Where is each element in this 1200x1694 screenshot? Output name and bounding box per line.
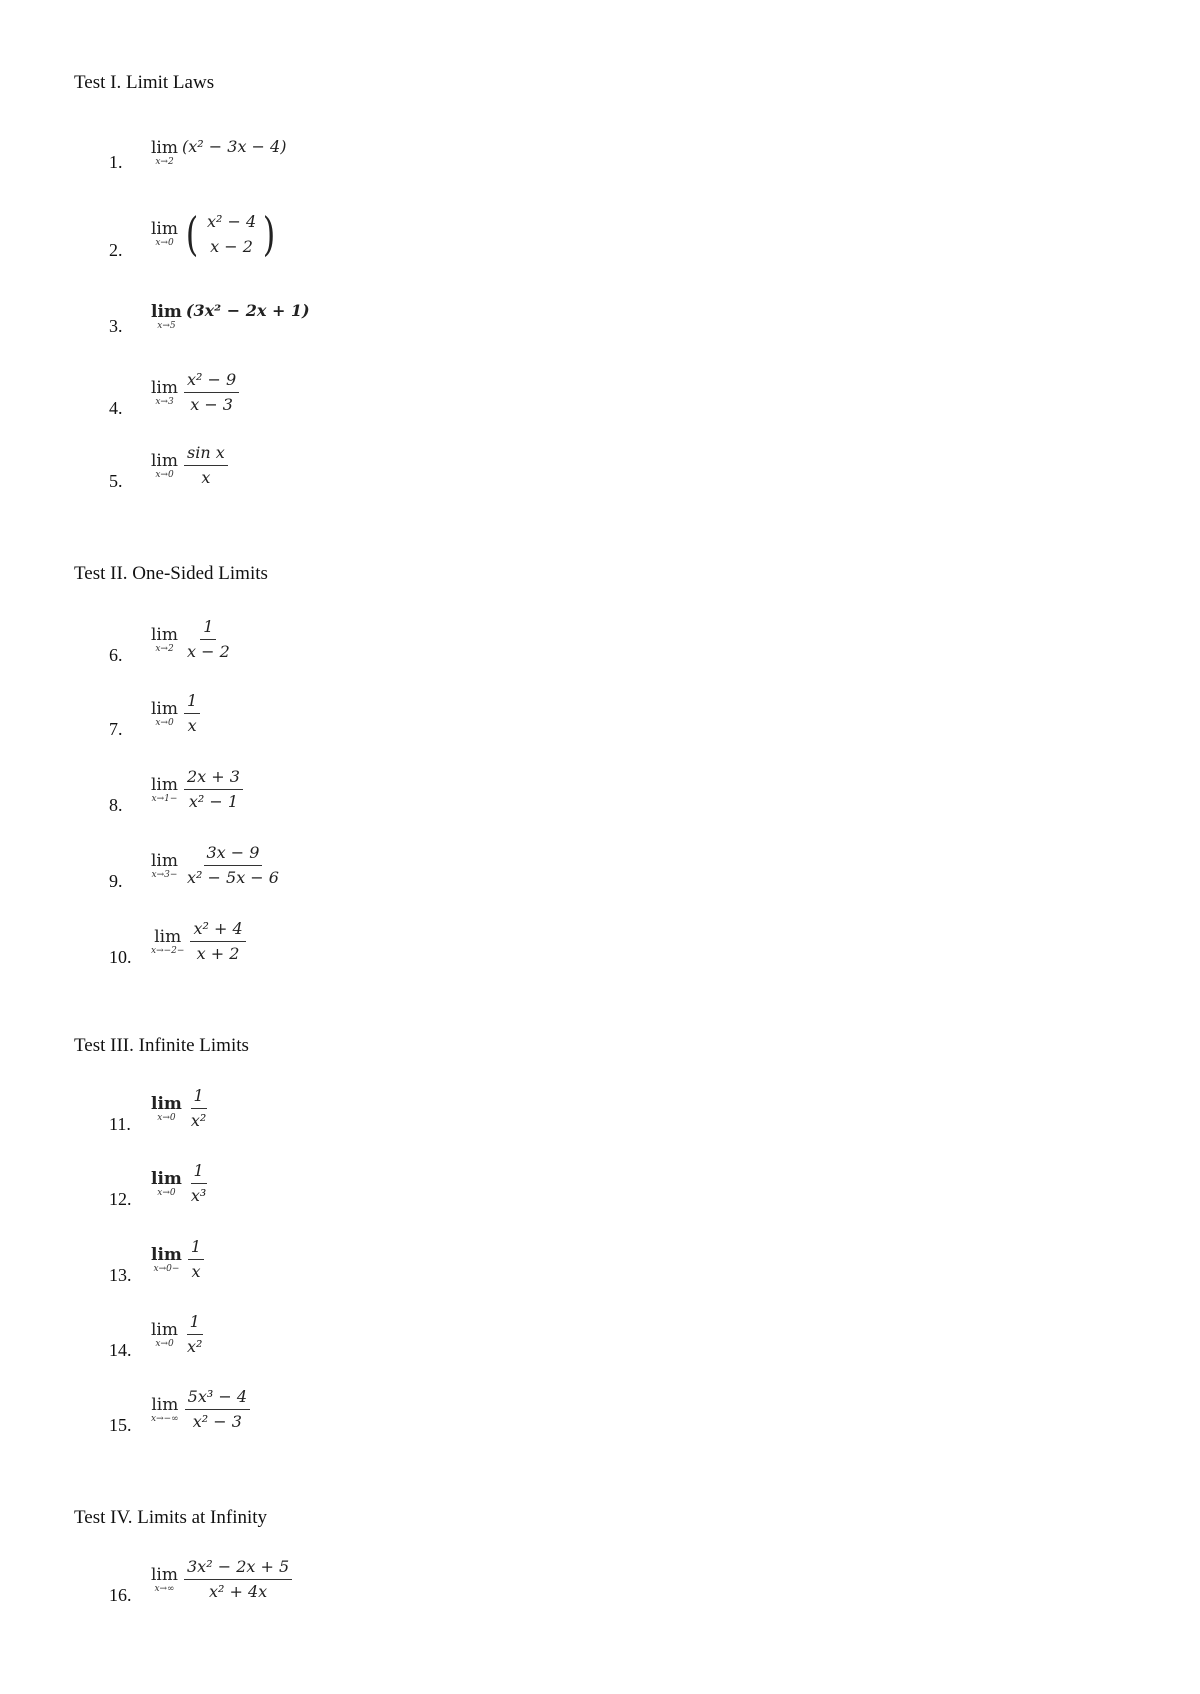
denominator: x (187, 716, 197, 735)
limit-operator (151, 928, 184, 956)
limit-approach: x→0 (155, 469, 174, 480)
limit-expression (151, 843, 282, 888)
problem-item (109, 199, 509, 259)
limit-approach: x→−∞ (151, 1413, 179, 1424)
denominator: x − 2 (187, 642, 230, 661)
fraction (190, 919, 245, 964)
expression-body: (x² − 3x − 4) (182, 137, 287, 156)
problem-number: 12. (109, 1189, 132, 1209)
denominator: x² − 1 (188, 792, 239, 811)
limit-expression (151, 301, 310, 333)
denominator: x² + 4x (208, 1582, 268, 1601)
numerator: 2x + 3 (184, 767, 243, 790)
fraction (184, 767, 243, 812)
numerator: x² − 4 (206, 211, 257, 231)
limit-operator (151, 1246, 182, 1274)
limit-approach: x→0 (157, 1187, 176, 1198)
section-title: Test II. One-Sided Limits (74, 563, 268, 584)
limit-approach: x→−2− (151, 945, 185, 956)
limit-approach: x→2 (155, 157, 174, 167)
denominator: x − 3 (190, 395, 233, 414)
limit-expression (151, 1557, 292, 1602)
numerator: 3x − 9 (204, 843, 263, 866)
problem-item (109, 678, 509, 738)
fraction (188, 1161, 209, 1206)
problem-number: 13. (109, 1265, 132, 1285)
problem-item (109, 1073, 509, 1133)
right-paren: ) (262, 207, 276, 261)
limit-expression (151, 919, 246, 964)
problem-number: 1. (109, 152, 123, 172)
lim-label: lim (151, 302, 182, 322)
numerator: 1 (188, 1237, 204, 1260)
section-title: Test IV. Limits at Infinity (74, 1507, 268, 1528)
lim-label: lim (151, 1564, 178, 1585)
limit-approach: x→0− (153, 1263, 180, 1274)
denominator: x² (190, 1111, 207, 1130)
problem-number: 15. (109, 1415, 132, 1435)
left-paren: ( (185, 207, 199, 261)
lim-label: lim (151, 1394, 179, 1415)
lim-label: lim (151, 377, 178, 398)
numerator: 1 (184, 691, 200, 714)
limit-operator (151, 1396, 179, 1424)
limit-operator (151, 139, 178, 167)
limit-approach: x→5 (157, 321, 176, 331)
lim-label: lim (151, 774, 178, 795)
expression-body: (3x² − 2x + 1) (185, 301, 310, 320)
limit-approach: x→0 (155, 238, 174, 248)
lim-label: lim (151, 138, 178, 158)
limit-approach: x→1− (151, 793, 178, 804)
fraction (185, 1387, 250, 1432)
fraction (184, 1312, 205, 1357)
lim-label: lim (151, 850, 178, 871)
numerator: x² + 4 (190, 919, 245, 942)
problem-item (109, 1224, 509, 1284)
fraction (184, 443, 228, 488)
problem-number: 3. (109, 316, 123, 336)
problem-item (109, 275, 509, 335)
section-title: Test III. Infinite Limits (74, 1035, 249, 1056)
limit-operator (151, 626, 178, 654)
problem-item (109, 906, 509, 966)
limit-approach: x→0 (155, 1338, 174, 1349)
problem-number: 2. (109, 240, 123, 260)
problem-number: 8. (109, 795, 123, 815)
denominator: x² − 3 (192, 1412, 242, 1431)
limit-expression (151, 207, 279, 261)
problem-item (109, 604, 509, 664)
limit-operator (151, 452, 178, 480)
numerator: 1 (200, 617, 216, 640)
denominator: x³ (190, 1186, 207, 1205)
limit-approach: x→2 (155, 643, 174, 654)
denominator: x (191, 1262, 201, 1281)
numerator: x² − 9 (184, 370, 239, 393)
limit-operator (151, 1321, 178, 1349)
numerator: 3x² − 2x + 5 (184, 1557, 292, 1580)
numerator: 1 (187, 1312, 203, 1335)
problem-item (109, 1374, 509, 1434)
limit-operator (151, 700, 178, 728)
lim-label: lim (151, 1244, 182, 1265)
limit-expression (151, 1161, 209, 1206)
problem-item (109, 430, 509, 490)
lim-label: lim (151, 1093, 182, 1114)
denominator: x (201, 468, 211, 487)
fraction (204, 212, 259, 257)
numerator: 1 (191, 1161, 207, 1184)
limit-approach: x→∞ (154, 1583, 175, 1594)
lim-label: lim (151, 450, 178, 471)
problem-number: 16. (109, 1585, 132, 1605)
numerator: sin x (184, 443, 228, 466)
limit-approach: x→3 (155, 396, 174, 407)
fraction (188, 1237, 204, 1282)
section-title: Test I. Limit Laws (74, 72, 215, 93)
problem-item (109, 111, 509, 171)
denominator: x² (187, 1337, 203, 1356)
fraction (184, 617, 233, 662)
limit-approach: x→0 (157, 1112, 176, 1123)
limit-operator (151, 1095, 182, 1123)
problem-item (109, 1544, 509, 1604)
denominator: x² − 5x − 6 (187, 868, 279, 887)
limit-operator (151, 303, 182, 331)
limit-operator (151, 852, 178, 880)
lim-label: lim (151, 219, 178, 239)
lim-label: lim (151, 624, 178, 645)
problem-number: 11. (109, 1114, 131, 1134)
limit-approach: x→3− (151, 869, 178, 880)
lim-label: lim (154, 926, 182, 947)
problem-item (109, 1299, 509, 1359)
problem-number: 10. (109, 947, 132, 967)
problem-number: 7. (109, 719, 123, 739)
limit-operator (151, 220, 178, 248)
fraction (184, 370, 239, 415)
problem-number: 4. (109, 398, 123, 418)
limit-expression (151, 1387, 250, 1432)
lim-label: lim (151, 1319, 178, 1340)
limit-expression (151, 691, 200, 736)
limit-operator (151, 1170, 182, 1198)
numerator: 5x³ − 4 (185, 1387, 250, 1410)
problem-number: 6. (109, 645, 123, 665)
limit-expression (151, 370, 239, 415)
fraction (184, 691, 200, 736)
problem-number: 9. (109, 871, 123, 891)
limit-expression (151, 443, 228, 488)
limit-expression (151, 617, 233, 662)
limit-approach: x→0 (155, 717, 174, 728)
numerator: 1 (191, 1086, 207, 1109)
limit-expression (151, 767, 243, 812)
problem-number: 14. (109, 1340, 132, 1360)
problem-item (109, 357, 509, 417)
problem-number: 5. (109, 471, 123, 491)
problem-item (109, 830, 509, 890)
fraction (184, 1557, 292, 1602)
denominator: x − 2 (210, 236, 253, 256)
fraction (184, 843, 282, 888)
limit-operator (151, 379, 178, 407)
fraction (188, 1086, 209, 1131)
problem-item (109, 1148, 509, 1208)
limit-expression (151, 1237, 204, 1282)
limit-operator (151, 776, 178, 804)
limit-operator (151, 1566, 178, 1594)
lim-label: lim (151, 698, 178, 719)
denominator: x + 2 (196, 944, 240, 963)
lim-label: lim (151, 1168, 182, 1189)
limit-expression (151, 1312, 205, 1357)
problem-item (109, 754, 509, 814)
limit-expression (151, 1086, 209, 1131)
limit-expression (151, 137, 286, 169)
